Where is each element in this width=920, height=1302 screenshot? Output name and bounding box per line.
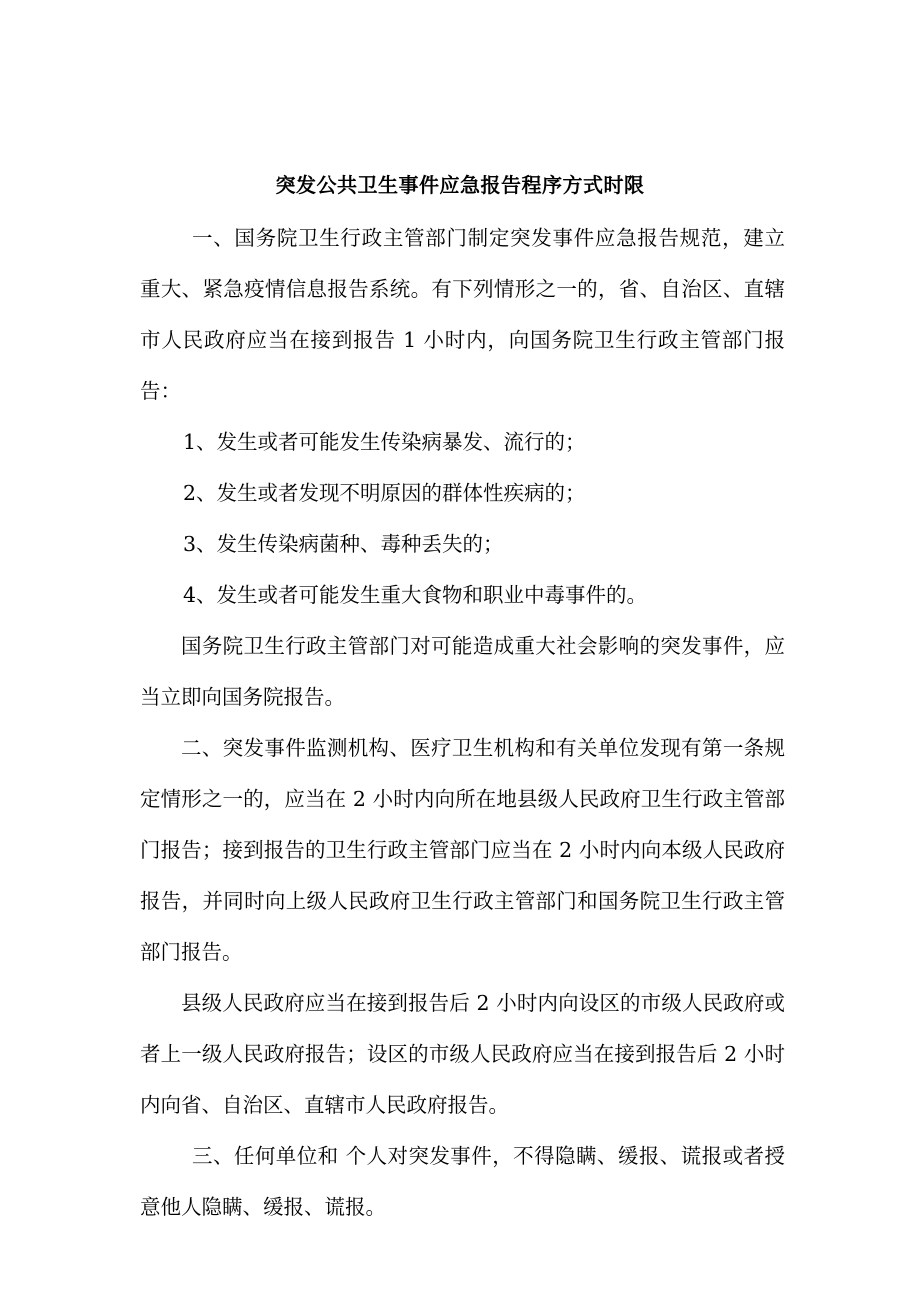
list-item-4: 4、发生或者可能发生重大食物和职业中毒事件的。 xyxy=(183,583,648,607)
list-item-3: 3、发生传染病菌种、毒种丢失的； xyxy=(183,532,504,556)
paragraph-section-one: 一、国务院卫生行政主管部门制定突发事件应急报告规范，建立重大、紧急疫情信息报告系统。有下列情形之一的，省、自治区、直辖市人民政府应当在接到报告 1 小时内，向国务院卫生行政主管部门报告： xyxy=(140,226,785,403)
paragraph-section-three: 三、任何单位和 个人对突发事件，不得隐瞒、缓报、谎报或者授意他人隐瞒、缓报、谎报。 xyxy=(140,1144,785,1219)
document-title: 突发公共卫生事件应急报告程序方式时限 xyxy=(275,173,645,197)
list-item-2: 2、发生或者发现不明原因的群体性疾病的； xyxy=(183,481,586,505)
paragraph-section-two: 二、突发事件监测机构、医疗卫生机构和有关单位发现有第一条规定情形之一的，应当在 2 小时内向所在地县级人民政府卫生行政主管部门报告；接到报告的卫生行政主管部门应当在 2 小时内向本级人民政府报告，并同时向上级人民政府卫生行政主管部门和国务院卫生行政主管部门报告。 xyxy=(140,736,785,964)
list-item-1: 1、发生或者可能发生传染病暴发、流行的； xyxy=(183,430,586,454)
paragraph-county-government: 县级人民政府应当在接到报告后 2 小时内向设区的市级人民政府或者上一级人民政府报告；设区的市级人民政府应当在接到报告后 2 小时内向省、自治区、直辖市人民政府报告。 xyxy=(140,991,785,1117)
document-body xyxy=(140,213,785,1233)
paragraph-state-council-report: 国务院卫生行政主管部门对可能造成重大社会影响的突发事件，应当立即向国务院报告。 xyxy=(140,634,785,709)
